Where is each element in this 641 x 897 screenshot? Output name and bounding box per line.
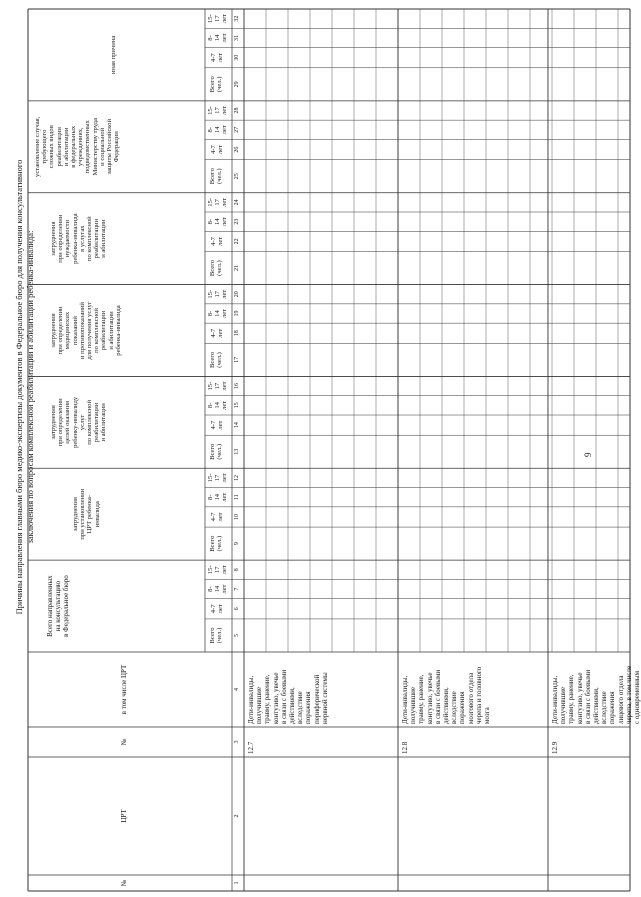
age-header-g4-4-line: 15-: [207, 289, 214, 299]
row-description-line: контузию, увечье: [271, 672, 280, 724]
row-description-line: действиями,: [442, 687, 451, 724]
row-description-line: лицевого отдела: [616, 675, 625, 724]
age-header-g6-3-line: лет: [221, 125, 229, 135]
header-cause-5-line: Министерству труда: [91, 118, 99, 176]
header-total-sent-line: Всего направленных: [46, 575, 54, 637]
column-number: 6: [234, 607, 240, 611]
header-cause-4: [50, 193, 108, 285]
row-description: [551, 653, 641, 724]
row-description-line: поражения: [608, 691, 617, 724]
age-header-g6-2-line: 4-7: [210, 145, 217, 154]
row-description-line: периферической: [312, 674, 321, 724]
age-header-g3-4-line: лет: [221, 381, 229, 391]
row-description-line: получившие: [559, 687, 568, 724]
header-total-sent-line: в Федеральное бюро: [62, 575, 71, 637]
age-header-g4-4-line: лет: [221, 289, 229, 299]
column-number: 18: [234, 330, 240, 337]
age-header-g7-2-line: лет: [217, 53, 225, 63]
column-number: 31: [234, 34, 240, 41]
header-incl-cpt: [120, 652, 128, 727]
column-number: 30: [234, 54, 240, 61]
row-description: [401, 653, 491, 724]
header-cause-2-line: ребенку-инвалиду: [71, 396, 79, 448]
age-header-g7-3-line: 8-: [207, 35, 214, 41]
age-header-g3-2-line: лет: [217, 420, 225, 430]
header-cause-3-line: для получения услуг: [86, 301, 94, 360]
row-description-line: Дети-инвалиды,: [247, 675, 255, 724]
header-no: [120, 875, 128, 891]
header-cause-3-line: по комплексной: [93, 308, 101, 353]
header-cause-2-line: услуг: [78, 414, 86, 431]
age-header-g2-4-line: 15-: [207, 473, 214, 483]
header-cause-3-line: при определении: [57, 306, 65, 355]
age-header-g3-3-line: лет: [221, 400, 229, 410]
age-header-g1-4-line: 17: [214, 566, 222, 574]
header-cause-5-line: установление случая,: [34, 116, 41, 177]
header-cause-4-line: в услугах: [78, 225, 86, 252]
row-description-line: Дети-инвалиды,: [401, 675, 409, 724]
header-cause-2-line: по комплексной: [86, 400, 94, 445]
column-number: 13: [234, 448, 240, 455]
age-header-g6-3-line: 8-: [207, 127, 214, 133]
column-number: 20: [234, 291, 240, 298]
age-header-g4-2-line: лет: [217, 328, 225, 338]
age-header-g3-1-line: Всего: [209, 443, 216, 460]
age-header-g4-1-line: (чел.): [216, 352, 224, 368]
age-header-g2-4-line: лет: [221, 473, 229, 483]
column-number: 22: [234, 238, 240, 245]
row-description-line: нервной системы: [320, 672, 329, 724]
header-cause-6-line: иная причина: [110, 35, 117, 75]
column-number: 25: [234, 173, 240, 180]
age-header-g5-3-line: 14: [214, 218, 222, 225]
age-header-g1-1-line: Всего: [209, 627, 216, 644]
age-header-g7-4-line: лет: [221, 14, 229, 24]
age-header-g4-1-line: Всего: [209, 351, 216, 368]
row-description-line: действиями,: [288, 687, 297, 724]
row-code: 12.8: [401, 741, 409, 754]
column-number: 21: [234, 265, 240, 272]
age-header-g1-2-line: 4-7: [210, 604, 217, 614]
column-number: 29: [234, 81, 240, 88]
row-description-line: мозгового отдела: [466, 672, 475, 724]
age-header-g6-4-line: лет: [221, 105, 229, 116]
age-header-g5-2-line: 4-7: [210, 237, 217, 246]
age-header-g1-4-line: 15-: [207, 565, 214, 575]
age-header-g6-3: [207, 120, 229, 139]
column-number: 2: [234, 814, 240, 818]
header-cause-4-line: и абилитации: [100, 219, 108, 258]
age-header-g6-4: [207, 101, 229, 120]
header-cause-3-line: медицинских: [64, 311, 72, 350]
row-description-line: в связи с боевыми: [279, 669, 288, 724]
column-number: 28: [234, 107, 240, 114]
row-description-line: черепа, в том числе: [624, 665, 633, 724]
column-number: 27: [234, 126, 240, 133]
header-cause-4-line: ребенка-инвалида: [71, 213, 79, 264]
age-header-g4-1: [209, 343, 223, 376]
age-header-g5-2-line: лет: [217, 236, 225, 246]
column-number: 14: [234, 422, 240, 429]
row-code: 12.9: [551, 741, 559, 754]
age-header-g1-1-line: (чел.): [216, 627, 224, 644]
row-description-line: получившие: [255, 687, 264, 724]
header-cause-4-line: при определении: [57, 214, 65, 263]
column-number: 11: [234, 494, 240, 501]
column-number: 5: [234, 633, 240, 637]
age-header-g5-1-line: Всего: [209, 259, 216, 277]
age-header-g5-1-line: (чел.): [216, 260, 224, 276]
age-header-g1-3-line: лет: [221, 584, 229, 594]
row-description-line: Дети-инвалиды,: [551, 675, 559, 724]
row-description-line: травму, ранение,: [567, 674, 576, 724]
header-cause-4-line: затруднения: [50, 221, 57, 256]
age-header-g1-2: [210, 599, 224, 619]
age-header-g4-3-line: 8-: [207, 310, 214, 317]
column-number: 8: [234, 568, 240, 572]
age-header-g1-3: [207, 579, 229, 598]
age-header-g3-3-line: 8-: [207, 402, 214, 409]
age-header-g3-2-line: 4-7: [210, 420, 217, 430]
header-cause-2: [50, 376, 108, 468]
age-header-g4-2-line: 4-7: [210, 328, 217, 338]
age-header-g2-2-line: лет: [217, 512, 225, 522]
header-cause-4-line: реабилитации: [93, 218, 101, 259]
age-header-g2-1: [209, 527, 223, 560]
age-header-g5-3: [207, 212, 229, 231]
header-cause-5-line: и социальной: [98, 127, 106, 166]
header-cause-2-line: и абилитации: [100, 403, 108, 442]
header-cause-1-line: затруднения: [72, 497, 79, 532]
header-cause-3-line: ребенка-инвалида: [114, 305, 122, 356]
age-header-g7-2-line: 4-7: [210, 53, 217, 63]
row-description-line: вследствие: [600, 691, 609, 724]
age-header-g6-3-line: 14: [214, 126, 222, 134]
age-header-g1-4: [207, 560, 229, 579]
header-cause-3-line: и противопоказаний: [78, 302, 86, 359]
header-cpt: [120, 757, 128, 875]
column-number: 26: [234, 146, 240, 153]
age-header-g6-2-line: лет: [217, 145, 225, 155]
header-no-2-line: №: [120, 738, 128, 746]
header-cause-5-line: реабилитации: [55, 127, 63, 167]
row-description-line: контузию, увечье: [575, 672, 584, 724]
header-cause-5-line: подведомственных: [84, 120, 92, 174]
age-header-g3-1: [209, 435, 223, 468]
header-cause-3: [50, 285, 122, 377]
header-cause-4-line: по комплексной: [86, 216, 94, 262]
header-cpt-line: ЦРТ: [120, 809, 128, 823]
row-description-line: черепа и головного: [474, 666, 483, 724]
age-header-g1-1: [209, 619, 223, 652]
age-header-g6-1: [209, 160, 223, 193]
age-header-g4-3-line: лет: [221, 308, 229, 319]
age-header-g5-3-line: 8-: [207, 218, 214, 225]
header-no-2: [120, 727, 128, 757]
header-cause-5-line: учреждениях,: [77, 127, 85, 167]
age-header-g2-1-line: Всего: [209, 535, 216, 552]
row-description-line: травму, ранение,: [417, 674, 426, 724]
row-description-line: контузию, увечье: [425, 672, 434, 724]
age-header-g5-3-line: лет: [221, 217, 229, 227]
row-description-line: вследствие: [450, 691, 459, 724]
row-description-line: вследствие: [296, 691, 305, 724]
header-cause-5-line: требующего: [41, 129, 49, 164]
header-cause-2-line: при определении: [57, 398, 65, 447]
age-header-g4-4-line: 17: [214, 290, 222, 298]
age-header-g3-3: [207, 396, 229, 415]
age-header-g3-1-line: (чел.): [216, 443, 224, 460]
row-description-line: травму, ранение,: [263, 674, 272, 724]
age-header-g5-2: [210, 231, 224, 251]
row-description-line: поражения: [304, 691, 313, 724]
age-header-g5-1: [209, 252, 223, 285]
header-cause-5-line: в федеральных: [70, 125, 78, 168]
header-cause-5-line: защиты Российской: [106, 119, 114, 175]
page-number: 9: [583, 452, 593, 457]
column-number: 1: [234, 881, 240, 885]
age-header-g3-4-line: 15-: [207, 381, 214, 391]
age-header-g3-4-line: 17: [214, 382, 222, 390]
row-description-line: поражения: [458, 691, 467, 724]
header-cause-1-line: ЦРТ ребенка-: [86, 495, 94, 534]
age-header-g7-1: [209, 68, 223, 101]
row-description-line: получившие: [409, 687, 418, 724]
row-description-line: с одновременным: [633, 670, 641, 724]
age-header-g1-2-line: лет: [217, 604, 225, 614]
age-header-g2-4: [207, 468, 229, 487]
age-header-g4-4: [207, 285, 229, 304]
age-header-g4-3-line: 14: [214, 310, 222, 317]
age-header-g2-2: [210, 507, 224, 527]
column-number: 10: [234, 513, 240, 520]
column-number: 19: [234, 310, 240, 317]
header-cause-3-line: реабилитации: [100, 310, 108, 351]
column-number: 24: [234, 199, 240, 206]
age-header-g3-2: [210, 415, 224, 435]
age-header-g5-4: [207, 193, 229, 212]
age-header-g2-4-line: 17: [214, 474, 222, 482]
age-header-g5-4-line: 17: [214, 199, 222, 206]
age-header-g7-1-line: (чел.): [216, 76, 224, 93]
title-line-2: заключения по вопросам комплексной реабилитации и абилитации ребёнка-инвалида:: [25, 230, 35, 544]
age-header-g2-2-line: 4-7: [210, 512, 217, 522]
column-number: 32: [234, 15, 240, 22]
header-cause-2-line: целей оказания: [64, 400, 72, 444]
header-total-sent: [46, 560, 71, 652]
age-header-g7-3-line: лет: [221, 33, 229, 43]
row-code: 12.7: [247, 741, 255, 754]
age-header-g1-3-line: 8-: [207, 586, 214, 592]
column-number: 3: [234, 740, 240, 744]
age-header-g1-4-line: лет: [221, 565, 229, 575]
header-no-line: №: [120, 879, 128, 887]
header-cause-5-line: и абилитации: [62, 127, 70, 166]
row-description-line: в связи с боевыми: [433, 669, 442, 724]
age-header-g6-1-line: (чел.): [216, 168, 224, 184]
header-cause-2-line: затруднения: [50, 405, 57, 440]
header-cause-1-line: при установлении: [79, 488, 87, 540]
column-number: 12: [234, 474, 240, 481]
age-header-g6-2: [210, 139, 224, 159]
header-cause-6: [110, 9, 117, 101]
header-cause-5-line: сложных видов: [48, 125, 56, 169]
age-header-g5-4-line: лет: [221, 197, 229, 207]
header-incl-cpt-line: в том числе ЦРТ: [120, 664, 128, 715]
age-header-g1-3-line: 14: [214, 585, 222, 593]
header-cause-5: [34, 101, 120, 193]
column-number: 23: [234, 218, 240, 225]
age-header-g4-2: [210, 323, 224, 343]
age-header-g7-4: [207, 9, 229, 28]
header-cause-1-line: инвалида: [93, 501, 101, 528]
column-number: 16: [234, 383, 240, 390]
column-number: 7: [234, 587, 240, 591]
row-description: [247, 653, 329, 724]
age-header-g2-1-line: (чел.): [216, 535, 224, 552]
age-header-g2-3: [207, 488, 229, 507]
header-cause-5-line: Федерации: [113, 131, 121, 163]
age-header-g7-1-line: Всего: [209, 76, 216, 93]
header-cause-2-line: реабилитации: [93, 402, 101, 443]
row-description-line: в связи с боевыми: [583, 669, 592, 724]
age-header-g7-4-line: 15-: [207, 14, 214, 24]
header-cause-3-line: показаний: [71, 316, 79, 346]
age-header-g7-4-line: 17: [214, 15, 222, 22]
column-number: 9: [234, 542, 240, 546]
age-header-g2-3-line: 14: [214, 493, 222, 501]
age-header-g7-2: [210, 48, 224, 68]
title-line-1: Причины направления главными бюро медико-экспертизы документов в Федеральное бюро для получения консультативного: [14, 159, 24, 615]
header-cause-1: [72, 468, 101, 560]
column-number: 4: [234, 688, 240, 691]
age-header-g2-3-line: 8-: [207, 494, 214, 500]
age-header-g4-3: [207, 304, 229, 323]
age-header-g6-4-line: 15-: [207, 106, 214, 115]
header-cause-4-line: нуждаемости: [64, 219, 72, 258]
age-header-g6-1-line: Всего: [209, 168, 216, 185]
column-number: 15: [234, 402, 240, 409]
age-header-g2-3-line: лет: [221, 492, 229, 502]
age-header-g3-3-line: 14: [214, 402, 222, 409]
header-cause-3-line: и абилитации: [107, 311, 115, 350]
row-description-line: действиями,: [592, 687, 601, 724]
row-description-line: мозга: [483, 707, 492, 724]
age-header-g3-4: [207, 376, 229, 395]
age-header-g7-3-line: 14: [214, 34, 222, 42]
age-header-g5-4-line: 15-: [207, 197, 214, 207]
age-header-g6-4-line: 17: [214, 107, 222, 114]
age-header-g7-3: [207, 28, 229, 47]
header-cause-3-line: затруднения: [50, 313, 57, 348]
column-number: 17: [234, 356, 240, 363]
header-total-sent-line: на консультацию: [54, 580, 63, 632]
